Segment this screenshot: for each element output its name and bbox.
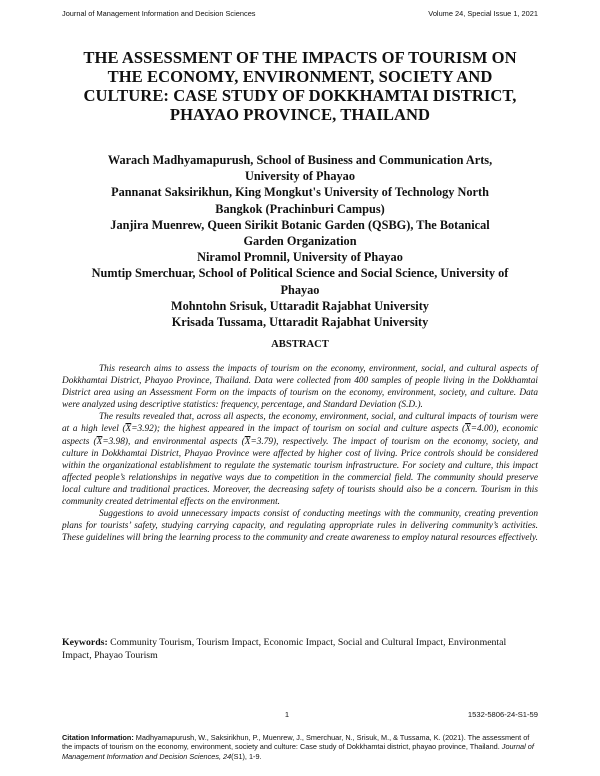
title-line: THE ECONOMY, ENVIRONMENT, SOCIETY AND bbox=[107, 67, 493, 86]
author-line: Warach Madhyamapurush, School of Business and Communication Arts, bbox=[107, 153, 493, 167]
mean-symbol: $\overline{X}$ bbox=[125, 424, 132, 435]
abstract-paragraph bbox=[62, 411, 538, 508]
citation-text: Madhyamapurush, W., Saksirikhun, P., Muenrew, J., Smerchuar, N., Srisuk, M., & Tussama, K. (2021). The assessment of the impacts of tourism on the economy, environment, society and culture: Case study of Dokkhamtai district, phayao province, Thailand. bbox=[62, 733, 530, 752]
title-line: PHAYAO PROVINCE, THAILAND bbox=[169, 105, 431, 124]
author-line: Bangkok (Prachinburi Campus) bbox=[215, 201, 385, 216]
abstract-paragraph: Suggestions to avoid unnecessary impacts consist of conducting meetings with the community, creating prevention plans for tourists’ safety, studying carrying capacity, and regulating appropriate rules in delivering community’s activities. These guidelines will bring the learning process to the community and create awareness to employ natural resources effectively. bbox=[62, 509, 538, 544]
keywords-label: Keywords: bbox=[62, 637, 108, 648]
author-line: Garden Organization bbox=[243, 234, 357, 249]
author-line: Mohntohn Srisuk, Uttaradit Rajabhat University bbox=[171, 298, 429, 313]
running-header bbox=[62, 7, 538, 19]
keywords-text: Community Tourism, Tourism Impact, Economic Impact, Social and Cultural Impact, Environmental Impact, Phayao Tourism bbox=[62, 637, 507, 661]
author-line: University of Phayao bbox=[245, 169, 355, 184]
author-line: Pannanat Saksirikhun, King Mongkut's University of Technology North bbox=[111, 185, 489, 200]
abstract-heading: ABSTRACT bbox=[271, 339, 329, 350]
volume-info: Volume 24, Special Issue 1, 2021 bbox=[428, 8, 538, 18]
title-line: THE ASSESSMENT OF THE IMPACTS OF TOURISM ON bbox=[83, 48, 517, 67]
mean-symbol: $\overline{X}$ bbox=[244, 436, 251, 447]
author-line: Janjira Muenrew, Queen Sirikit Botanic Garden (QSBG), The Botanical bbox=[110, 217, 490, 232]
abstract-text: =3.98), and environmental aspects ( bbox=[102, 436, 245, 447]
citation-text: (S1), 1-9. bbox=[231, 751, 262, 761]
keywords bbox=[62, 637, 538, 662]
citation-info bbox=[62, 733, 540, 761]
abstract-body bbox=[62, 363, 538, 544]
author-block bbox=[40, 152, 560, 330]
journal-name: Journal of Management Information and Decision Sciences bbox=[62, 8, 256, 18]
article-id: 1532-5806-24-S1-59 bbox=[467, 710, 538, 719]
mean-symbol: $\overline{X}$ bbox=[96, 436, 103, 447]
citation-label: Citation Information: bbox=[62, 733, 134, 742]
page-number: 1 bbox=[284, 710, 290, 719]
author-line: Niramol Promnil, University of Phayao bbox=[197, 250, 403, 265]
mean-symbol: $\overline{X}$ bbox=[465, 424, 471, 435]
abstract-text: The results revealed that, across all aspects, the economy, environment, social, and cultural impacts of tourism were at a high level ( bbox=[62, 412, 538, 435]
abstract-paragraph: This research aims to assess the impacts of tourism on the economy, environment, social, and cultural aspects of Dokkhamtai District, Phayao Province, Thailand. Data were collected from 400 samples of people living in the Dokkhamtai District area using an Assessment Form on the impacts of tourism on the economy, environment, society, and culture. Data were analyzed using descriptive statistics: frequency, percentage, and Standard Deviation (S.D.). bbox=[62, 364, 538, 411]
author-line: Krisada Tussama, Uttaradit Rajabhat University bbox=[171, 315, 429, 330]
author-line: Numtip Smerchuar, School of Political Science and Social Science, University of bbox=[91, 266, 509, 281]
abstract-text: =3.79), respectively. The impact of tourism on the economy, society, and culture in Dokkhamtai District, Phayao Province were affected by higher cost of living. Price controls should be considered within the organizational establishment to regulate the systematic tourism infrastructure. For society and culture, this impact affected people’s relationships in negative ways due to competition in the commercial field. The community should preserve local culture and traditional practices. Moreover, the decreasing safety of tourists should also be a concern. Tourism in this community created detrimental effects on the environment. bbox=[62, 436, 538, 508]
abstract-text: =4.00), economic aspects ( bbox=[62, 424, 538, 447]
author-line: Phayao bbox=[280, 282, 320, 297]
paper-title bbox=[50, 48, 550, 124]
abstract-text: =3.92); the highest appeared in the impact of tourism on social and culture aspects ( bbox=[131, 424, 466, 435]
title-line: CULTURE: CASE STUDY OF DOKKHAMTAI DISTRICT, bbox=[83, 86, 517, 105]
citation-journal: Journal of Management Information and Decision Sciences, 24 bbox=[62, 742, 534, 761]
